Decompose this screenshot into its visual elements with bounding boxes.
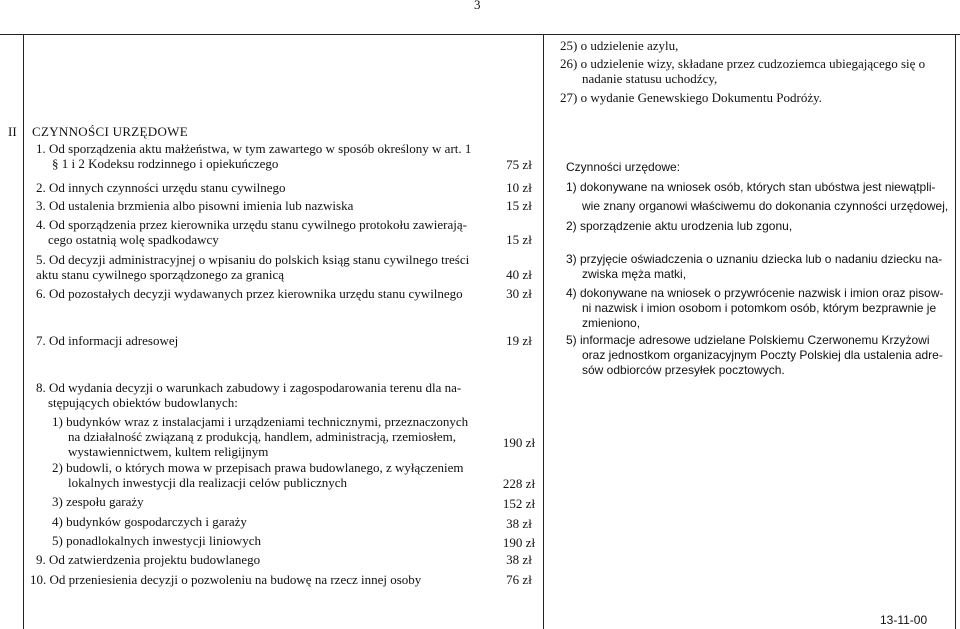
fee-subitem-8-3: 3) zespołu garaży [52, 494, 144, 509]
exemption-4 [566, 286, 944, 331]
right-item-27: 27) o wydanie Genewskiego Dokumentu Podróży. [560, 90, 822, 105]
fee-amount-5: 40 zł [506, 267, 532, 282]
fee-amount-1: 75 zł [506, 157, 532, 172]
exemption-5-line2: oraz jednostkom organizacyjnym Poczty Polskiej dla ustalenia adre- [582, 348, 943, 362]
fee-item-5 [36, 252, 469, 282]
exemption-3-line1: 3) przyjęcie oświadczenia o uznaniu dziecka lub o nadaniu dziecku na- [566, 252, 943, 266]
fee-item-1-line1: 1. Od sporządzenia aktu małżeństwa, w tym zawartego w sposób określony w art. 1 [36, 141, 472, 156]
fee-amount-8-3: 152 zł [502, 496, 536, 511]
fee-item-8-line2: stępujących obiektów budowlanych: [48, 395, 238, 410]
column-rule-left [23, 34, 24, 629]
fee-item-5-line2: aktu stanu cywilnego sporządzonego za granicą [36, 267, 284, 282]
exemption-3-line2: zwiska męża matki, [582, 267, 687, 281]
fee-amount-10: 76 zł [506, 572, 532, 587]
fee-item-3: 3. Od ustalenia brzmienia albo pisowni imienia lub nazwiska [36, 198, 354, 213]
fee-subitem-8-1-line2: na działalność związaną z produkcją, handlem, administracją, rzemiosłem, [68, 429, 457, 444]
section-number: II [8, 124, 17, 139]
exemptions-heading: Czynności urzędowe: [566, 160, 681, 174]
exemption-1 [566, 180, 948, 214]
fee-item-7: 7. Od informacji adresowej [36, 333, 179, 348]
fee-item-5-line1: 5. Od decyzji administracyjnej o wpisaniu do polskich ksiąg stanu cywilnego treści [36, 252, 470, 267]
fee-item-4-line2: cego ostatnią wolę spadkodawcy [48, 232, 219, 247]
fee-item-1 [36, 141, 471, 171]
column-rule-middle [543, 34, 544, 629]
exemption-4-line2: ni nazwisk i imion osobom i potomkom osób, którym bezprawnie je [582, 301, 937, 315]
footer-code: 13-11-00 [880, 613, 928, 627]
fee-subitem-8-5: 5) ponadlokalnych inwestycji liniowych [52, 533, 262, 548]
fee-amount-6: 30 zł [506, 286, 532, 301]
section-title: CZYNNOŚCI URZĘDOWE [32, 124, 188, 139]
table-top-border [0, 34, 960, 35]
fee-amount-2: 10 zł [506, 180, 532, 195]
exemption-2: 2) sporządzenie aktu urodzenia lub zgonu, [566, 219, 793, 233]
fee-amount-3: 15 zł [506, 198, 532, 213]
exemption-4-line3: zmieniono, [582, 316, 641, 330]
fee-item-8 [36, 380, 461, 410]
exemption-5-line3: sów odbiorców przesyłek pocztowych. [582, 363, 785, 377]
fee-item-4-line1: 4. Od sporządzenia przez kierownika urzędu stanu cywilnego protokołu zawierają- [36, 217, 467, 232]
exemption-1-line2: wie znany organowi właściwemu do dokonania czynności urzędowej, [582, 199, 949, 213]
fee-item-2: 2. Od innych czynności urzędu stanu cywilnego [36, 180, 286, 195]
right-item-26-line1: 26) o udzielenie wizy, składane przez cudzoziemca ubiegającego się o [560, 56, 926, 71]
fee-amount-8-1: 190 zł [502, 435, 536, 450]
right-item-26-line2: nadanie statusu uchodźcy, [582, 71, 718, 86]
page-number: 3 [474, 0, 481, 12]
column-rule-right [955, 34, 956, 629]
fee-item-10: 10. Od przeniesienia decyzji o pozwoleniu na budowę na rzecz innej osoby [30, 572, 422, 587]
fee-subitem-8-4: 4) budynków gospodarczych i garaży [52, 514, 247, 529]
fee-item-6: 6. Od pozostałych decyzji wydawanych przez kierownika urzędu stanu cywilnego [36, 286, 463, 301]
exemption-4-line1: 4) dokonywane na wniosek o przywrócenie nazwisk i imion oraz pisow- [566, 286, 944, 300]
fee-subitem-8-1-line3: wystawiennictwem, kultem religijnym [68, 444, 269, 459]
exemption-5 [566, 333, 943, 378]
fee-item-4 [36, 217, 467, 247]
exemption-5-line1: 5) informacje adresowe udzielane Polskiemu Czerwonemu Krzyżowi [566, 333, 930, 347]
fee-subitem-8-1-line1: 1) budynków wraz z instalacjami i urządzeniami technicznymi, przeznaczonych [52, 414, 469, 429]
fee-amount-4: 15 zł [506, 232, 532, 247]
fee-item-8-line1: 8. Od wydania decyzji o warunkach zabudowy i zagospodarowania terenu dla na- [36, 380, 462, 395]
fee-amount-9: 38 zł [506, 552, 532, 567]
fee-item-1-line2: § 1 i 2 Kodeksu rodzinnego i opiekuńczego [52, 156, 279, 171]
fee-subitem-8-2-line1: 2) budowli, o których mowa w przepisach prawa budowlanego, z wyłączeniem [52, 460, 464, 475]
right-item-25: 25) o udzielenie azylu, [560, 38, 679, 53]
fee-amount-7: 19 zł [506, 333, 532, 348]
exemption-3 [566, 252, 942, 282]
fee-subitem-8-2 [52, 460, 464, 490]
fee-item-9: 9. Od zatwierdzenia projektu budowlanego [36, 552, 261, 567]
fee-amount-8-2: 228 zł [502, 476, 536, 491]
fee-subitem-8-1 [52, 414, 468, 459]
exemption-1-line1: 1) dokonywane na wniosek osób, których stan ubóstwa jest niewątpli- [566, 180, 936, 194]
fee-subitem-8-2-line2: lokalnych inwestycji dla realizacji celów publicznych [68, 475, 348, 490]
fee-amount-8-5: 190 zł [502, 535, 536, 550]
fee-amount-8-4: 38 zł [506, 516, 532, 531]
